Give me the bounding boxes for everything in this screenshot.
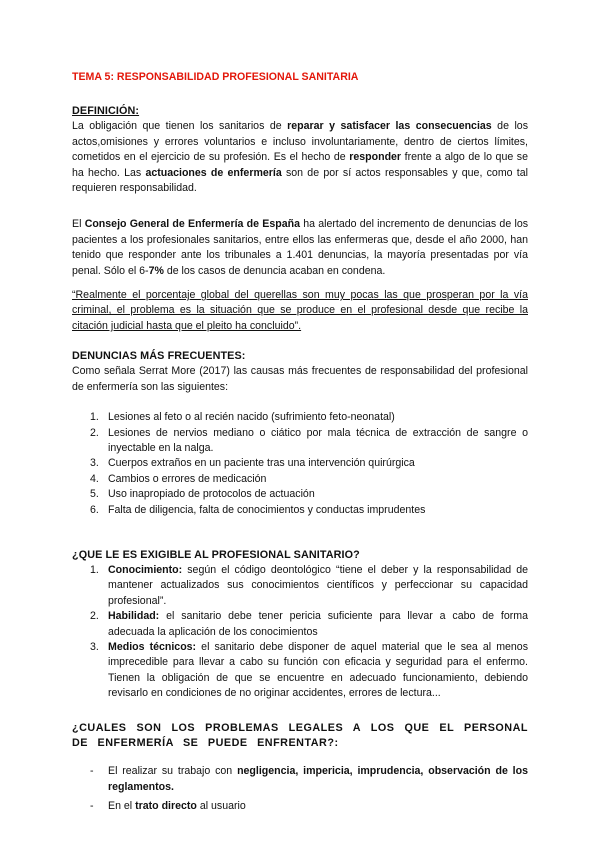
document-page bbox=[72, 70, 528, 819]
list-item: 3. Medios técnicos: el sanitario debe disponer de aquel material que le sea al menos imprecedible para llevar a cabo su función con eficacia y seguridad para el enfermo. Tienen la obligación de que se encuentre en adecuado funcionamiento, debiendo revisarlo en condiciones de no originar accidentes, errores de lectura... bbox=[90, 640, 528, 700]
list-item: 6. Falta de diligencia, falta de conocimientos y conductas imprudentes bbox=[90, 503, 426, 516]
quote-paragraph: “Realmente el porcentaje global del querellas son muy pocas las que prosperan por la vía criminal, el problema es la situación que se produce en el profesional desde que recibe la citación judicial hasta que el pleito ha concluido”. bbox=[72, 289, 528, 332]
exigible-list bbox=[72, 563, 528, 702]
document-title: TEMA 5: RESPONSABILIDAD PROFESIONAL SANITARIA bbox=[72, 71, 359, 83]
list-item: - En el trato directo al usuario bbox=[90, 800, 246, 813]
list-item: 4. Cambios o errores de medicación bbox=[90, 472, 267, 485]
definicion-paragraph: La obligación que tienen los sanitarios de reparar y satisfacer las consecuencias de los actos,omisiones y errores voluntarios e incluso involuntariamente, dentro de ciertos límites, cometidos en el ejercicio de su profesión. Es el hecho de responder frente a algo de lo que se ha hecho. Las actuaciones de enfermería son de por sí actos responsables y que, como tal requieren responsabilidad. bbox=[72, 120, 528, 195]
list-item: 3. Cuerpos extraños en un paciente tras una intervención quirúrgica bbox=[90, 457, 415, 470]
list-item: 1. Conocimiento: según el código deontológico “tiene el deber y la responsabilidad de mantener actualizados sus conocimientos científicos y perfeccionar su capacidad profesional”. bbox=[90, 563, 528, 607]
denuncias-intro: Como señala Serrat More (2017) las causas más frecuentes de responsabilidad del profesional de enfermería son las siguientes: bbox=[72, 365, 528, 393]
list-item: 2. Lesiones de nervios mediano o ciático por mala técnica de extracción de sangre o inyectable en la nalga. bbox=[90, 426, 528, 454]
denuncias-list bbox=[72, 410, 528, 518]
list-item: - El realizar su trabajo con negligencia, impericia, imprudencia, observación de los reglamentos. bbox=[90, 765, 528, 793]
list-item: 5. Uso inapropiado de protocolos de actuación bbox=[90, 488, 315, 501]
problemas-heading: ¿CUALES SON LOS PROBLEMAS LEGALES A LOS QUE EL PERSONAL DE ENFERMERÍA SE PUEDE ENFRENTAR?: bbox=[72, 721, 528, 749]
denuncias-heading: DENUNCIAS MÁS FRECUENTES: bbox=[72, 350, 246, 363]
consejo-paragraph: El Consejo General de Enfermería de España ha alertado del incremento de denuncias de los pacientes a los profesionales sanitarios, entre ellos las enfermeras que, desde el año 2000, han tenido que responder ante los tribunales a 1.401 denuncias, la mayoría presentadas por vía penal. Sólo el 6-7% de los casos de denuncia acaban en condena. bbox=[72, 218, 529, 277]
exigible-heading: ¿QUE LE ES EXIGIBLE AL PROFESIONAL SANITARIO? bbox=[72, 548, 360, 561]
definicion-heading: DEFINICIÓN: bbox=[72, 105, 140, 118]
problemas-list bbox=[72, 764, 528, 814]
list-item: 2. Habilidad: el sanitario debe tener pericia suficiente para llevar a cabo de forma adecuada la aplicación de los conocimientos bbox=[90, 610, 528, 638]
list-item: 1. Lesiones al feto o al recién nacido (sufrimiento feto-neonatal) bbox=[90, 411, 395, 424]
